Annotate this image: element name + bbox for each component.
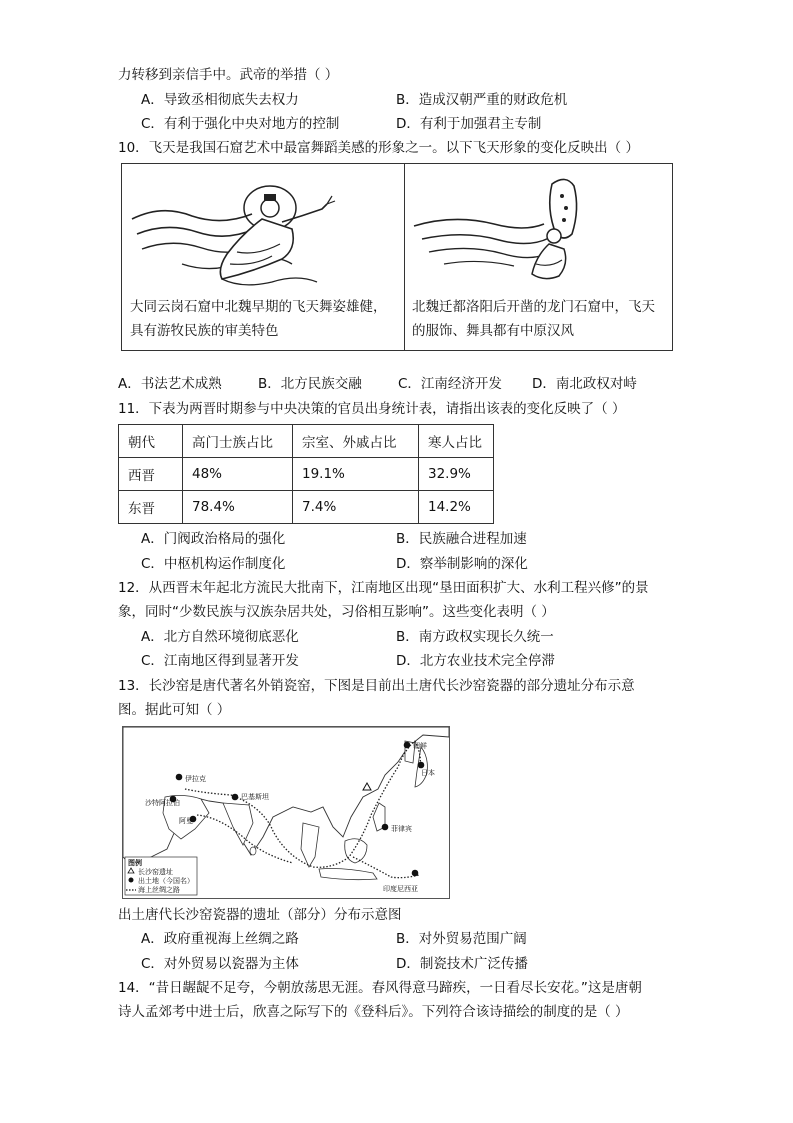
- q11-option-d[interactable]: D．察举制影响的深化: [396, 556, 528, 572]
- svg-text:沙特阿拉伯: 沙特阿拉伯: [145, 799, 180, 807]
- q11-option-a[interactable]: A．门阀政治格局的强化: [141, 531, 286, 547]
- q10-option-d[interactable]: D．南北政权对峙: [532, 376, 637, 392]
- q10-stem: 10．飞天是我国石窟艺术中最富舞蹈美感的形象之一。以下飞天形象的变化反映出（ ）: [118, 140, 639, 156]
- svg-text:菲律宾: 菲律宾: [391, 825, 412, 833]
- q9-option-b[interactable]: B．造成汉朝严重的财政危机: [396, 92, 568, 108]
- q10-right-caption-line1: 北魏迁都洛阳后开凿的龙门石窟中，飞天: [412, 299, 655, 315]
- q11-option-c[interactable]: C．中枢机构运作制度化: [141, 556, 286, 572]
- q13-option-b[interactable]: B．对外贸易范围广阔: [396, 931, 527, 947]
- q13-stem-line1: 13．长沙窑是唐代著名外销瓷窑，下图是目前出土唐代长沙窑瓷器的部分遗址分布示意: [118, 678, 635, 694]
- svg-text:日本: 日本: [421, 769, 435, 777]
- table-cell: 西晋: [119, 458, 183, 491]
- svg-text:阿曼: 阿曼: [179, 817, 193, 825]
- q12-stem-line2: 象，同时“少数民族与汉族杂居共处，习俗相互影响”。这些变化表明（ ）: [118, 604, 555, 620]
- q12-stem-line1: 12．从西晋末年起北方流民大批南下，江南地区出现“垦田面积扩大、水利工程兴修”的景: [118, 580, 649, 596]
- table-header-cell: 高门士族占比: [183, 425, 293, 458]
- svg-text:巴基斯坦: 巴基斯坦: [241, 793, 269, 801]
- q11-stem: 11．下表为两晋时期参与中央决策的官员出身统计表，请指出该表的变化反映了（ ）: [118, 401, 626, 417]
- q13-option-c[interactable]: C．对外贸易以瓷器为主体: [141, 956, 299, 972]
- q12-option-a[interactable]: A．北方自然环境彻底恶化: [141, 629, 299, 645]
- svg-text:朝鲜: 朝鲜: [413, 742, 427, 750]
- q10-right-caption-line2: 的服饰、舞具都有中原汉风: [412, 323, 574, 339]
- q10-option-c[interactable]: C．江南经济开发: [398, 376, 502, 392]
- q10-left-cell: [122, 164, 405, 350]
- q11-data-table: [118, 424, 494, 524]
- table-header-cell: 朝代: [119, 425, 183, 458]
- q13-option-d[interactable]: D．制瓷技术广泛传播: [396, 956, 528, 972]
- q9-option-a[interactable]: A．导致丞相彻底失去权力: [141, 92, 299, 108]
- svg-text:海上丝绸之路: 海上丝绸之路: [138, 886, 180, 894]
- q9-option-c[interactable]: C．有利于强化中央对地方的控制: [141, 116, 340, 132]
- svg-text:长沙窑遗址: 长沙窑遗址: [138, 868, 173, 876]
- table-row: [119, 491, 494, 524]
- q13-stem-line2: 图。据此可知（ ）: [118, 702, 231, 718]
- q12-option-d[interactable]: D．北方农业技术完全停滞: [396, 653, 555, 669]
- table-cell: 7.4%: [293, 491, 419, 524]
- q12-option-c[interactable]: C．江南地区得到显著开发: [141, 653, 299, 669]
- ceramic-sites-map: [123, 727, 449, 898]
- table-header-cell: 宗室、外戚占比: [293, 425, 419, 458]
- svg-text:图例: 图例: [128, 859, 142, 867]
- q14-stem-line2: 诗人孟郊考中进士后，欣喜之际写下的《登科后》。下列符合该诗描绘的制度的是（ ）: [118, 1004, 629, 1020]
- q11-option-b[interactable]: B．民族融合进程加速: [396, 531, 527, 547]
- apsara-left-image: [122, 164, 404, 294]
- table-cell: 78.4%: [183, 491, 293, 524]
- table-header-cell: 寒人占比: [419, 425, 494, 458]
- q10-left-caption-line1: 大同云岗石窟中北魏早期的飞天舞姿雄健，: [130, 299, 387, 315]
- table-row: [119, 458, 494, 491]
- svg-text:伊拉克: 伊拉克: [185, 775, 206, 783]
- q9-stem: 力转移到亲信手中。武帝的举措（ ）: [118, 67, 339, 83]
- q14-stem-line1: 14．“昔日龌龊不足夸，今朝放荡思无涯。春风得意马蹄疾，一日看尽长安花。”这是唐朝: [118, 980, 642, 996]
- q10-right-cell: [404, 164, 672, 350]
- table-cell: 48%: [183, 458, 293, 491]
- svg-text:出土地（今国名）: 出土地（今国名）: [138, 877, 194, 885]
- q10-option-a[interactable]: A．书法艺术成熟: [118, 376, 222, 392]
- apsara-right-image: [404, 164, 672, 294]
- table-cell: 东晋: [119, 491, 183, 524]
- table-cell: 32.9%: [419, 458, 494, 491]
- table-cell: 19.1%: [293, 458, 419, 491]
- q9-option-d[interactable]: D．有利于加强君主专制: [396, 116, 542, 132]
- q13-map: [122, 726, 450, 899]
- q13-map-caption: 出土唐代长沙窑瓷器的遗址（部分）分布示意图: [118, 907, 402, 923]
- q10-figure-table: [121, 163, 673, 351]
- table-header-row: [119, 425, 494, 458]
- q13-option-a[interactable]: A．政府重视海上丝绸之路: [141, 931, 299, 947]
- table-cell: 14.2%: [419, 491, 494, 524]
- svg-text:印度尼西亚: 印度尼西亚: [383, 885, 418, 893]
- q10-option-b[interactable]: B．北方民族交融: [258, 376, 362, 392]
- q10-left-caption-line2: 具有游牧民族的审美特色: [130, 323, 279, 339]
- q12-option-b[interactable]: B．南方政权实现长久统一: [396, 629, 554, 645]
